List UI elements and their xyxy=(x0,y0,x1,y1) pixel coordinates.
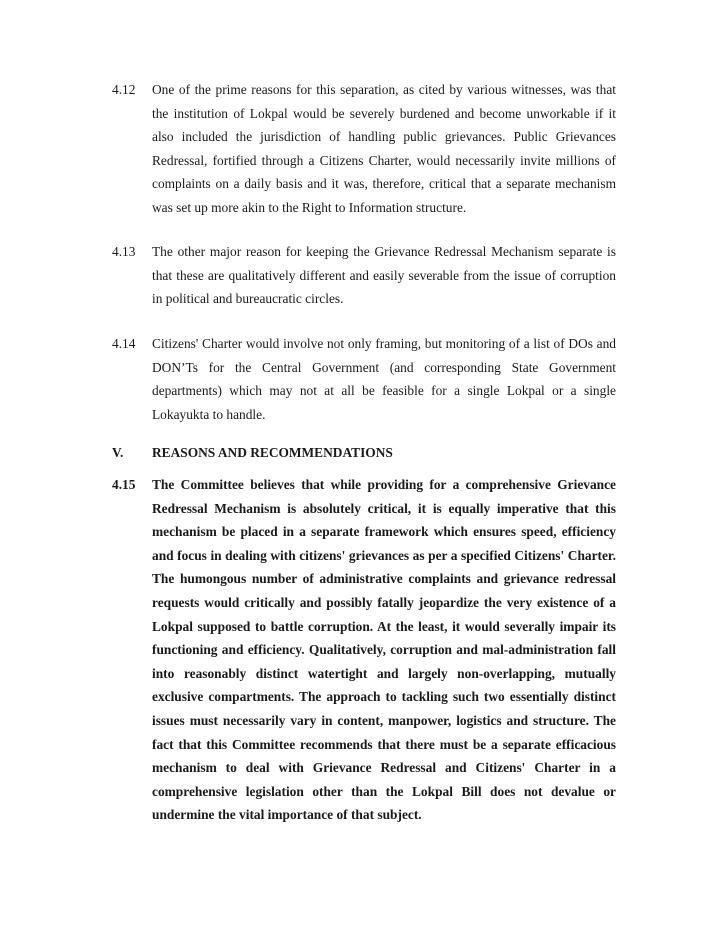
text-line: Redressal, fortified through a Citizens Charter, would necessarily invite millions of xyxy=(152,152,616,168)
text-line: Citizens' Charter would involve not only framing, but monitoring of a list of DOs and xyxy=(152,336,616,351)
paragraph-text xyxy=(152,332,616,426)
paragraph-number: 4.15 xyxy=(112,477,136,492)
text-line: that these are qualitatively different and easily severable from the issue of corruption xyxy=(152,267,616,283)
paragraph-number: 4.12 xyxy=(112,82,136,97)
text-line: REASONS AND RECOMMENDATIONS xyxy=(152,445,393,460)
paragraph-text xyxy=(152,78,616,220)
text-line: requests would critically and possibly fatally jeopardize the very existence of a xyxy=(152,594,616,610)
text-line: issues must necessarily vary in content, manpower, logistics and structure. The xyxy=(152,712,616,728)
paragraph-text xyxy=(152,473,616,827)
text-line: Redressal Mechanism is absolutely critical, it is equally imperative that this xyxy=(152,500,616,516)
text-line: the institution of Lokpal would be severely burdened and become unworkable if it xyxy=(152,105,616,121)
text-line: functioning and efficiency. Qualitatively, corruption and mal-administration fall xyxy=(152,642,616,658)
text-line: in political and bureaucratic circles. xyxy=(152,291,344,307)
text-line: also included the jurisdiction of handling public grievances. Public Grievances xyxy=(152,129,616,145)
text-line: One of the prime reasons for this separation, as cited by various witnesses, was that xyxy=(152,82,616,97)
text-line: complaints on a daily basis and it was, therefore, critical that a separate mechanism xyxy=(152,176,616,192)
text-line: exclusive compartments. The approach to tackling such two essentially distinct xyxy=(152,689,616,705)
text-line: into reasonably distinct watertight and largely non-overlapping, mutually xyxy=(152,665,616,681)
text-line: departments) which may not at all be feasible for a single Lokpal or a single xyxy=(152,383,616,399)
paragraph-text xyxy=(152,240,616,311)
text-line: The other major reason for keeping the Grievance Redressal Mechanism separate is xyxy=(152,244,616,259)
text-line: Lokpal supposed to battle corruption. At the least, it would severally impair its xyxy=(152,618,616,634)
text-line: The Committee believes that while providing for a comprehensive Grievance xyxy=(152,477,616,492)
text-line: was set up more akin to the Right to Information structure. xyxy=(152,199,467,215)
text-line: fact that this Committee recommends that there must be a separate efficacious xyxy=(152,736,616,752)
paragraph-number: 4.14 xyxy=(112,336,136,351)
section-number: V. xyxy=(112,445,124,460)
text-line: mechanism to deal with Grievance Redressal and Citizens' Charter in a xyxy=(152,760,616,776)
text-line: The humongous number of administrative complaints and grievance redressal xyxy=(152,571,616,587)
text-line: mechanism be placed in a separate framework which ensures speed, efficiency xyxy=(152,524,616,540)
text-line: comprehensive legislation other than the Lokpal Bill does not devalue or xyxy=(152,783,616,799)
text-line: and focus in dealing with citizens' grievances as per a specified Citizens' Charter. xyxy=(152,547,616,563)
section-title xyxy=(152,441,616,465)
text-line: Lokayukta to handle. xyxy=(152,406,266,422)
paragraph-number: 4.13 xyxy=(112,244,136,259)
text-line: undermine the vital importance of that subject. xyxy=(152,807,422,823)
text-line: DON’Ts for the Central Government (and corresponding State Government xyxy=(152,359,616,375)
